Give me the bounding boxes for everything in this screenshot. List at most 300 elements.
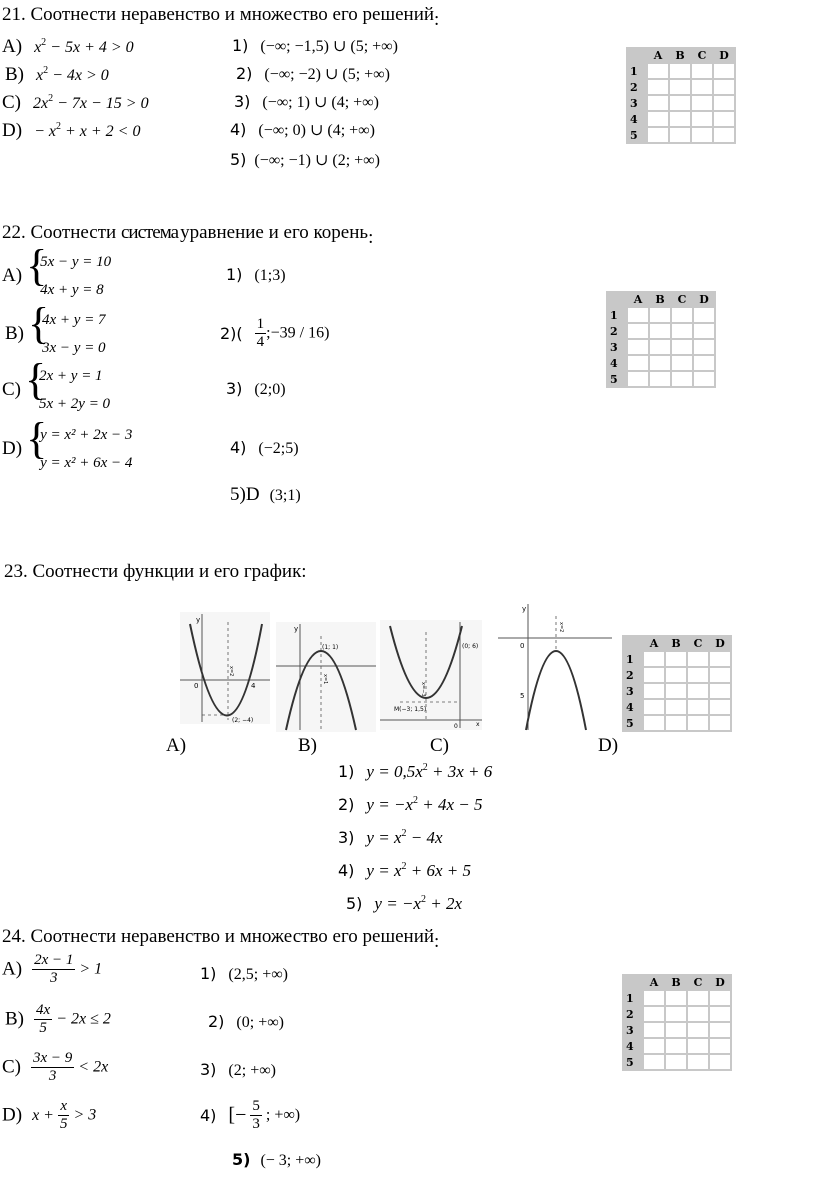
answer-text: (−2;5) [258,440,299,457]
q23-title: Соотнести функции и его график: [32,561,307,582]
grid-row-header: 5 [628,128,646,142]
grid-row [624,700,730,714]
graph-b [276,622,376,732]
equation: 4x + y = 7 [42,312,106,328]
q22-answer-3 [226,379,286,399]
grid-column-header: C [688,976,708,989]
inequality-prefix: x + [32,1106,54,1124]
grid-header-row [608,293,714,306]
q21-item-expr: $2x^2 - 7x - 15 > 0$ [33,93,149,112]
q21-answer-5 [230,150,380,170]
q21-title: Соотнести неравенство и множество его решений [30,4,435,25]
inequality-rest: > 3 [73,1106,97,1124]
grid-answer-cell[interactable] [672,308,692,322]
grid-row-header: 3 [608,340,626,354]
grid-answer-cell[interactable] [650,340,670,354]
answer-text: (2; +∞) [228,1062,276,1079]
equation: 4x + y = 8 [40,282,104,298]
grid-row-header: 1 [608,308,626,322]
q24-answer-5 [232,1150,321,1170]
q23-answer-3 [338,828,443,848]
origin-label: 0 [454,723,458,730]
equation-system [26,241,112,304]
answer-text: (−∞; 1) ∪ (4; +∞) [262,94,379,111]
grid-answer-cell[interactable] [714,64,734,78]
graph-label-c: C) [430,735,449,756]
answer-number: 1) [226,265,243,284]
grid-answer-cell[interactable] [688,668,708,682]
grid-answer-cell[interactable] [692,64,712,78]
q21-item-d [2,120,140,142]
grid-answer-cell[interactable] [688,991,708,1005]
grid-corner [624,976,642,989]
grid-row [628,112,734,126]
grid-row-header: 2 [608,324,626,338]
grid-row-header: 3 [628,96,646,110]
grid-answer-cell[interactable] [644,991,664,1005]
answer-expr: $y = -x^2 + 2x$ [374,894,462,913]
grid-answer-cell[interactable] [648,64,668,78]
grid-answer-cell[interactable] [688,1039,708,1053]
q24-title: Соотнести неравенство и множество его решений [30,926,435,947]
fraction-numerator: 4x [36,1002,51,1018]
answer-text: (2;0) [254,381,286,398]
answer-number: 3) [338,828,355,847]
q21-item-expr: $x^2 - 4x > 0$ [36,65,109,84]
grid-column-header: A [648,49,668,62]
q21-item-a [2,36,134,58]
tick-label: 5 [520,692,525,700]
fraction-numerator: 5 [252,1098,260,1114]
grid-row [608,340,714,354]
grid-answer-cell[interactable] [644,1039,664,1053]
grid-answer-cell[interactable] [694,324,714,338]
answer-text: (−∞; 0) ∪ (4; +∞) [258,122,375,139]
grid-answer-cell[interactable] [710,652,730,666]
q22-item-c [2,355,111,418]
answer-number: 2) [236,64,253,83]
grid-answer-cell[interactable] [672,324,692,338]
q23-answer-2 [338,795,482,815]
answer-number: 4) [230,438,247,457]
answer-number: 1) [338,762,355,781]
fraction-numerator: x [58,1098,70,1116]
grid-row [624,1007,730,1021]
q24-item-a [2,952,102,987]
grid-column-header: B [666,637,686,650]
grid-answer-cell[interactable] [650,324,670,338]
answer-text: (2,5; +∞) [228,966,288,983]
answer-text: (−∞; −1,5) ∪ (5; +∞) [260,38,398,55]
grid-row [628,80,734,94]
q21-answer-3 [234,92,379,112]
grid-row [608,356,714,370]
grid-answer-cell[interactable] [670,128,690,142]
grid-answer-cell[interactable] [694,356,714,370]
q24-item-label: D) [2,1104,23,1126]
fraction-numerator: 2x − 1 [34,952,74,968]
answer-number: 1) [200,964,217,983]
grid-answer-cell[interactable] [648,96,668,110]
grid-row-header: 1 [628,64,646,78]
grid-answer-cell[interactable] [666,1023,686,1037]
answer-text: (0; +∞) [236,1014,284,1031]
answer-number: 5)D [230,484,260,505]
grid-answer-cell[interactable] [672,340,692,354]
graph-a [180,612,270,724]
grid-corner [608,293,626,306]
q22-answer-1 [226,265,286,285]
grid-row [628,128,734,142]
y-axis-label: y [196,616,201,624]
grid-answer-cell[interactable] [648,128,668,142]
q22-item-b [5,299,106,362]
grid-answer-cell[interactable] [666,684,686,698]
answer-text: (3;1) [269,487,301,504]
q21-item-b [5,64,109,86]
equation-system [26,414,133,477]
grid-header-row [624,637,730,650]
q24-answer-3 [200,1060,276,1080]
grid-answer-cell[interactable] [688,1055,708,1069]
y-axis-label: y [294,625,299,633]
q21-item-expr: $x^2 - 5x + 4 > 0$ [34,37,134,56]
axis-label: x=−3 [420,682,426,697]
grid-answer-cell[interactable] [688,1007,708,1021]
equation-system [25,355,111,418]
grid-answer-cell[interactable] [714,80,734,94]
grid-row-header: 4 [608,356,626,370]
q22-item-d [2,414,133,477]
grid-row-header: 3 [624,684,642,698]
grid-row-header: 4 [628,112,646,126]
fraction [32,952,75,987]
answer-number: 5) [232,1150,251,1169]
fraction [34,1002,52,1037]
q24-item-d [2,1098,96,1133]
grid-header-row [628,49,734,62]
grid-column-header: D [714,49,734,62]
q23-number: 23. [4,561,28,582]
inequality-rest: − 2x ≤ 2 [56,1010,111,1028]
grid-answer-cell[interactable] [666,991,686,1005]
grid-answer-cell[interactable] [710,668,730,682]
grid-answer-cell[interactable] [714,128,734,142]
grid-answer-cell[interactable] [692,80,712,94]
grid-row-header: 5 [608,372,626,386]
q22-answer-4 [230,438,299,458]
fraction [250,1098,262,1133]
grid-answer-cell[interactable] [666,1055,686,1069]
q24-item-label: B) [5,1008,24,1030]
grid-row-header: 1 [624,652,642,666]
grid-header-row [624,976,730,989]
q24-colon: : [434,931,440,952]
equation-system [28,299,106,362]
q23-answer-5 [346,894,462,914]
answer-expr: $y = x^2 - 4x$ [366,828,443,847]
q22-number: 22. [2,222,26,243]
q21-header [2,4,440,30]
graph-label-a: A) [166,735,187,756]
vertex-label: (2; −4) [232,717,254,724]
equation: 2x + y = 1 [39,368,103,384]
grid-answer-cell[interactable] [694,340,714,354]
grid-row [624,991,730,1005]
point-label: (0; 6) [462,643,479,650]
answer-number: 5) [346,894,363,913]
grid-answer-cell[interactable] [688,684,708,698]
q23-header [4,561,307,583]
equation: y = x² + 2x − 3 [40,427,133,443]
answer-number: 5) [230,150,247,169]
grid-answer-cell[interactable] [650,356,670,370]
grid-row-header: 4 [624,1039,642,1053]
fraction-denominator: 3 [48,1068,57,1084]
grid-answer-cell[interactable] [644,1007,664,1021]
answer-expr: $y = x^2 + 6x + 5$ [366,861,471,880]
answer-grid-q24 [622,974,732,1071]
q21-item-label: D) [2,120,23,141]
grid-answer-cell[interactable] [688,652,708,666]
answer-grid-q23 [622,635,732,732]
grid-answer-cell[interactable] [710,1055,730,1069]
answer-number: 2) [338,795,355,814]
grid-answer-cell[interactable] [670,80,690,94]
grid-answer-cell[interactable] [666,1007,686,1021]
grid-answer-cell[interactable] [710,684,730,698]
q24-answer-2 [208,1012,284,1032]
grid-answer-cell[interactable] [688,700,708,714]
q22-colon: : [368,227,374,248]
answer-number: 4) [338,861,355,880]
grid-column-header: C [688,637,708,650]
equation: 5x − y = 10 [40,254,112,270]
q22-item-a [2,241,112,304]
graph-label-b: B) [298,735,317,756]
q24-item-c [2,1050,108,1085]
q22-title-c: уравнение и его корень [180,222,369,243]
q21-item-expr: − $x^2 + x + 2 < 0$ [34,121,141,140]
q22-title-b: система [120,222,179,243]
grid-answer-cell[interactable] [670,112,690,126]
grid-row [624,1023,730,1037]
fraction-numerator: 3x − 9 [33,1050,73,1066]
grid-answer-cell[interactable] [648,80,668,94]
grid-answer-cell[interactable] [666,1039,686,1053]
grid-row [608,324,714,338]
grid-answer-cell[interactable] [672,372,692,386]
brace-icon: { [26,414,48,463]
y-axis-label: y [522,605,527,613]
grid-answer-cell[interactable] [628,308,648,322]
equation: 5x + 2y = 0 [39,396,111,412]
answer-text: (− 3; +∞) [260,1152,322,1169]
grid-answer-cell[interactable] [694,372,714,386]
q22-answer-5 [230,484,301,506]
grid-row [624,1055,730,1069]
grid-row [624,716,730,730]
grid-answer-cell[interactable] [666,668,686,682]
q21-answer-1 [232,36,398,56]
grid-row [608,308,714,322]
grid-row [628,64,734,78]
q22-item-label: C) [2,379,21,400]
grid-answer-cell[interactable] [644,700,664,714]
fraction-denominator: 3 [252,1116,260,1132]
grid-row [624,652,730,666]
q21-colon: : [434,9,440,30]
grid-row [624,668,730,682]
brace-icon: { [28,299,50,348]
grid-answer-cell[interactable] [628,340,648,354]
grid-answer-cell[interactable] [666,652,686,666]
grid-answer-cell[interactable] [692,112,712,126]
grid-answer-cell[interactable] [644,1023,664,1037]
fraction-denominator: 5 [59,1116,68,1132]
answer-text: ;−39 / 16) [266,324,330,342]
q24-header [2,926,440,952]
grid-answer-cell[interactable] [650,308,670,322]
grid-answer-cell[interactable] [692,96,712,110]
grid-column-header: A [644,637,664,650]
q24-item-label: C) [2,1056,21,1078]
q21-number: 21. [2,4,26,25]
grid-column-header: A [628,293,648,306]
fraction-denominator: 5 [39,1020,47,1036]
fraction-denominator: 3 [49,970,58,986]
q24-item-label: A) [2,958,23,980]
grid-answer-cell[interactable] [714,112,734,126]
q21-item-label: C) [2,92,21,113]
grid-answer-cell[interactable] [694,308,714,322]
grid-answer-cell[interactable] [672,356,692,370]
graph-label-d: D) [598,735,619,756]
grid-row [624,1039,730,1053]
answer-number: 4) [200,1106,217,1125]
grid-column-header: D [710,637,730,650]
grid-answer-cell[interactable] [710,700,730,714]
grid-answer-cell[interactable] [688,1023,708,1037]
grid-column-header: B [666,976,686,989]
grid-answer-cell[interactable] [648,112,668,126]
grid-answer-cell[interactable] [710,716,730,730]
fraction [31,1050,74,1085]
vertex-label: M(−3; 1,5) [394,706,427,713]
grid-answer-cell[interactable] [644,716,664,730]
answer-number: 3) [200,1060,217,1079]
parabola-curve [526,651,586,730]
grid-column-header: C [692,49,712,62]
answer-text: (−∞; −2) ∪ (5; +∞) [264,66,390,83]
q22-answer-2 [220,316,329,351]
q22-header [2,222,374,248]
brace-icon: { [26,241,48,290]
q21-answer-4 [230,120,375,140]
answer-prefix: [− [228,1104,247,1126]
inequality-rest: > 1 [79,960,103,978]
grid-answer-cell[interactable] [628,372,648,386]
answer-number: 3) [226,379,243,398]
grid-row [628,96,734,110]
q21-answer-2 [236,64,390,84]
grid-answer-cell[interactable] [688,716,708,730]
q24-answer-1 [200,964,288,984]
q22-title-a: Соотнести [30,222,117,243]
q21-item-c [2,92,149,114]
grid-answer-cell[interactable] [710,1007,730,1021]
equation: y = x² + 6x − 4 [40,455,133,471]
grid-column-header: B [650,293,670,306]
tick-label: 4 [251,682,256,690]
fraction-numerator: 1 [256,316,265,332]
answer-number: 1) [232,36,249,55]
q22-item-label: D) [2,438,23,459]
answer-text: ; +∞) [265,1106,301,1124]
grid-row-header: 5 [624,716,642,730]
grid-answer-cell[interactable] [650,372,670,386]
axis-label: x=1 [322,674,328,685]
grid-answer-cell[interactable] [670,64,690,78]
grid-row-header: 4 [624,700,642,714]
answer-text: (1;3) [254,267,286,284]
answer-number: 4) [230,120,247,139]
grid-corner [624,637,642,650]
grid-answer-cell[interactable] [628,356,648,370]
origin-label: 0 [520,642,525,650]
graph-c [380,620,482,730]
grid-answer-cell[interactable] [714,96,734,110]
answer-grid-q22 [606,291,716,388]
grid-answer-cell[interactable] [710,1023,730,1037]
grid-answer-cell[interactable] [710,1039,730,1053]
answer-grid-q21 [626,47,736,144]
q23-answer-1 [338,762,492,782]
fraction [58,1098,70,1133]
grid-answer-cell[interactable] [644,684,664,698]
grid-row-header: 5 [624,1055,642,1069]
q24-number: 24. [2,926,26,947]
grid-column-header: B [670,49,690,62]
inequality-rest: < 2x [78,1058,109,1076]
grid-row-header: 2 [624,668,642,682]
grid-answer-cell[interactable] [644,1055,664,1069]
vertex-label: (1; 1) [322,644,339,651]
q22-item-label: A) [2,265,23,286]
grid-corner [628,49,646,62]
grid-column-header: D [710,976,730,989]
grid-answer-cell[interactable] [644,668,664,682]
grid-answer-cell[interactable] [710,991,730,1005]
q24-item-b [5,1002,111,1037]
answer-number: 2)( [220,324,243,343]
origin-label: 0 [194,682,199,690]
grid-answer-cell[interactable] [692,128,712,142]
grid-answer-cell[interactable] [666,700,686,714]
equation: 3x − y = 0 [42,340,106,356]
grid-row-header: 2 [628,80,646,94]
q24-answer-4 [200,1098,300,1133]
grid-answer-cell[interactable] [666,716,686,730]
q22-item-label: B) [5,323,24,344]
answer-expr: $y = 0,5x^2 + 3x + 6$ [366,762,493,781]
answer-number: 2) [208,1012,225,1031]
grid-answer-cell[interactable] [644,652,664,666]
parabola-curve [190,624,262,716]
grid-answer-cell[interactable] [628,324,648,338]
grid-answer-cell[interactable] [670,96,690,110]
x-axis-label: x [476,721,480,728]
